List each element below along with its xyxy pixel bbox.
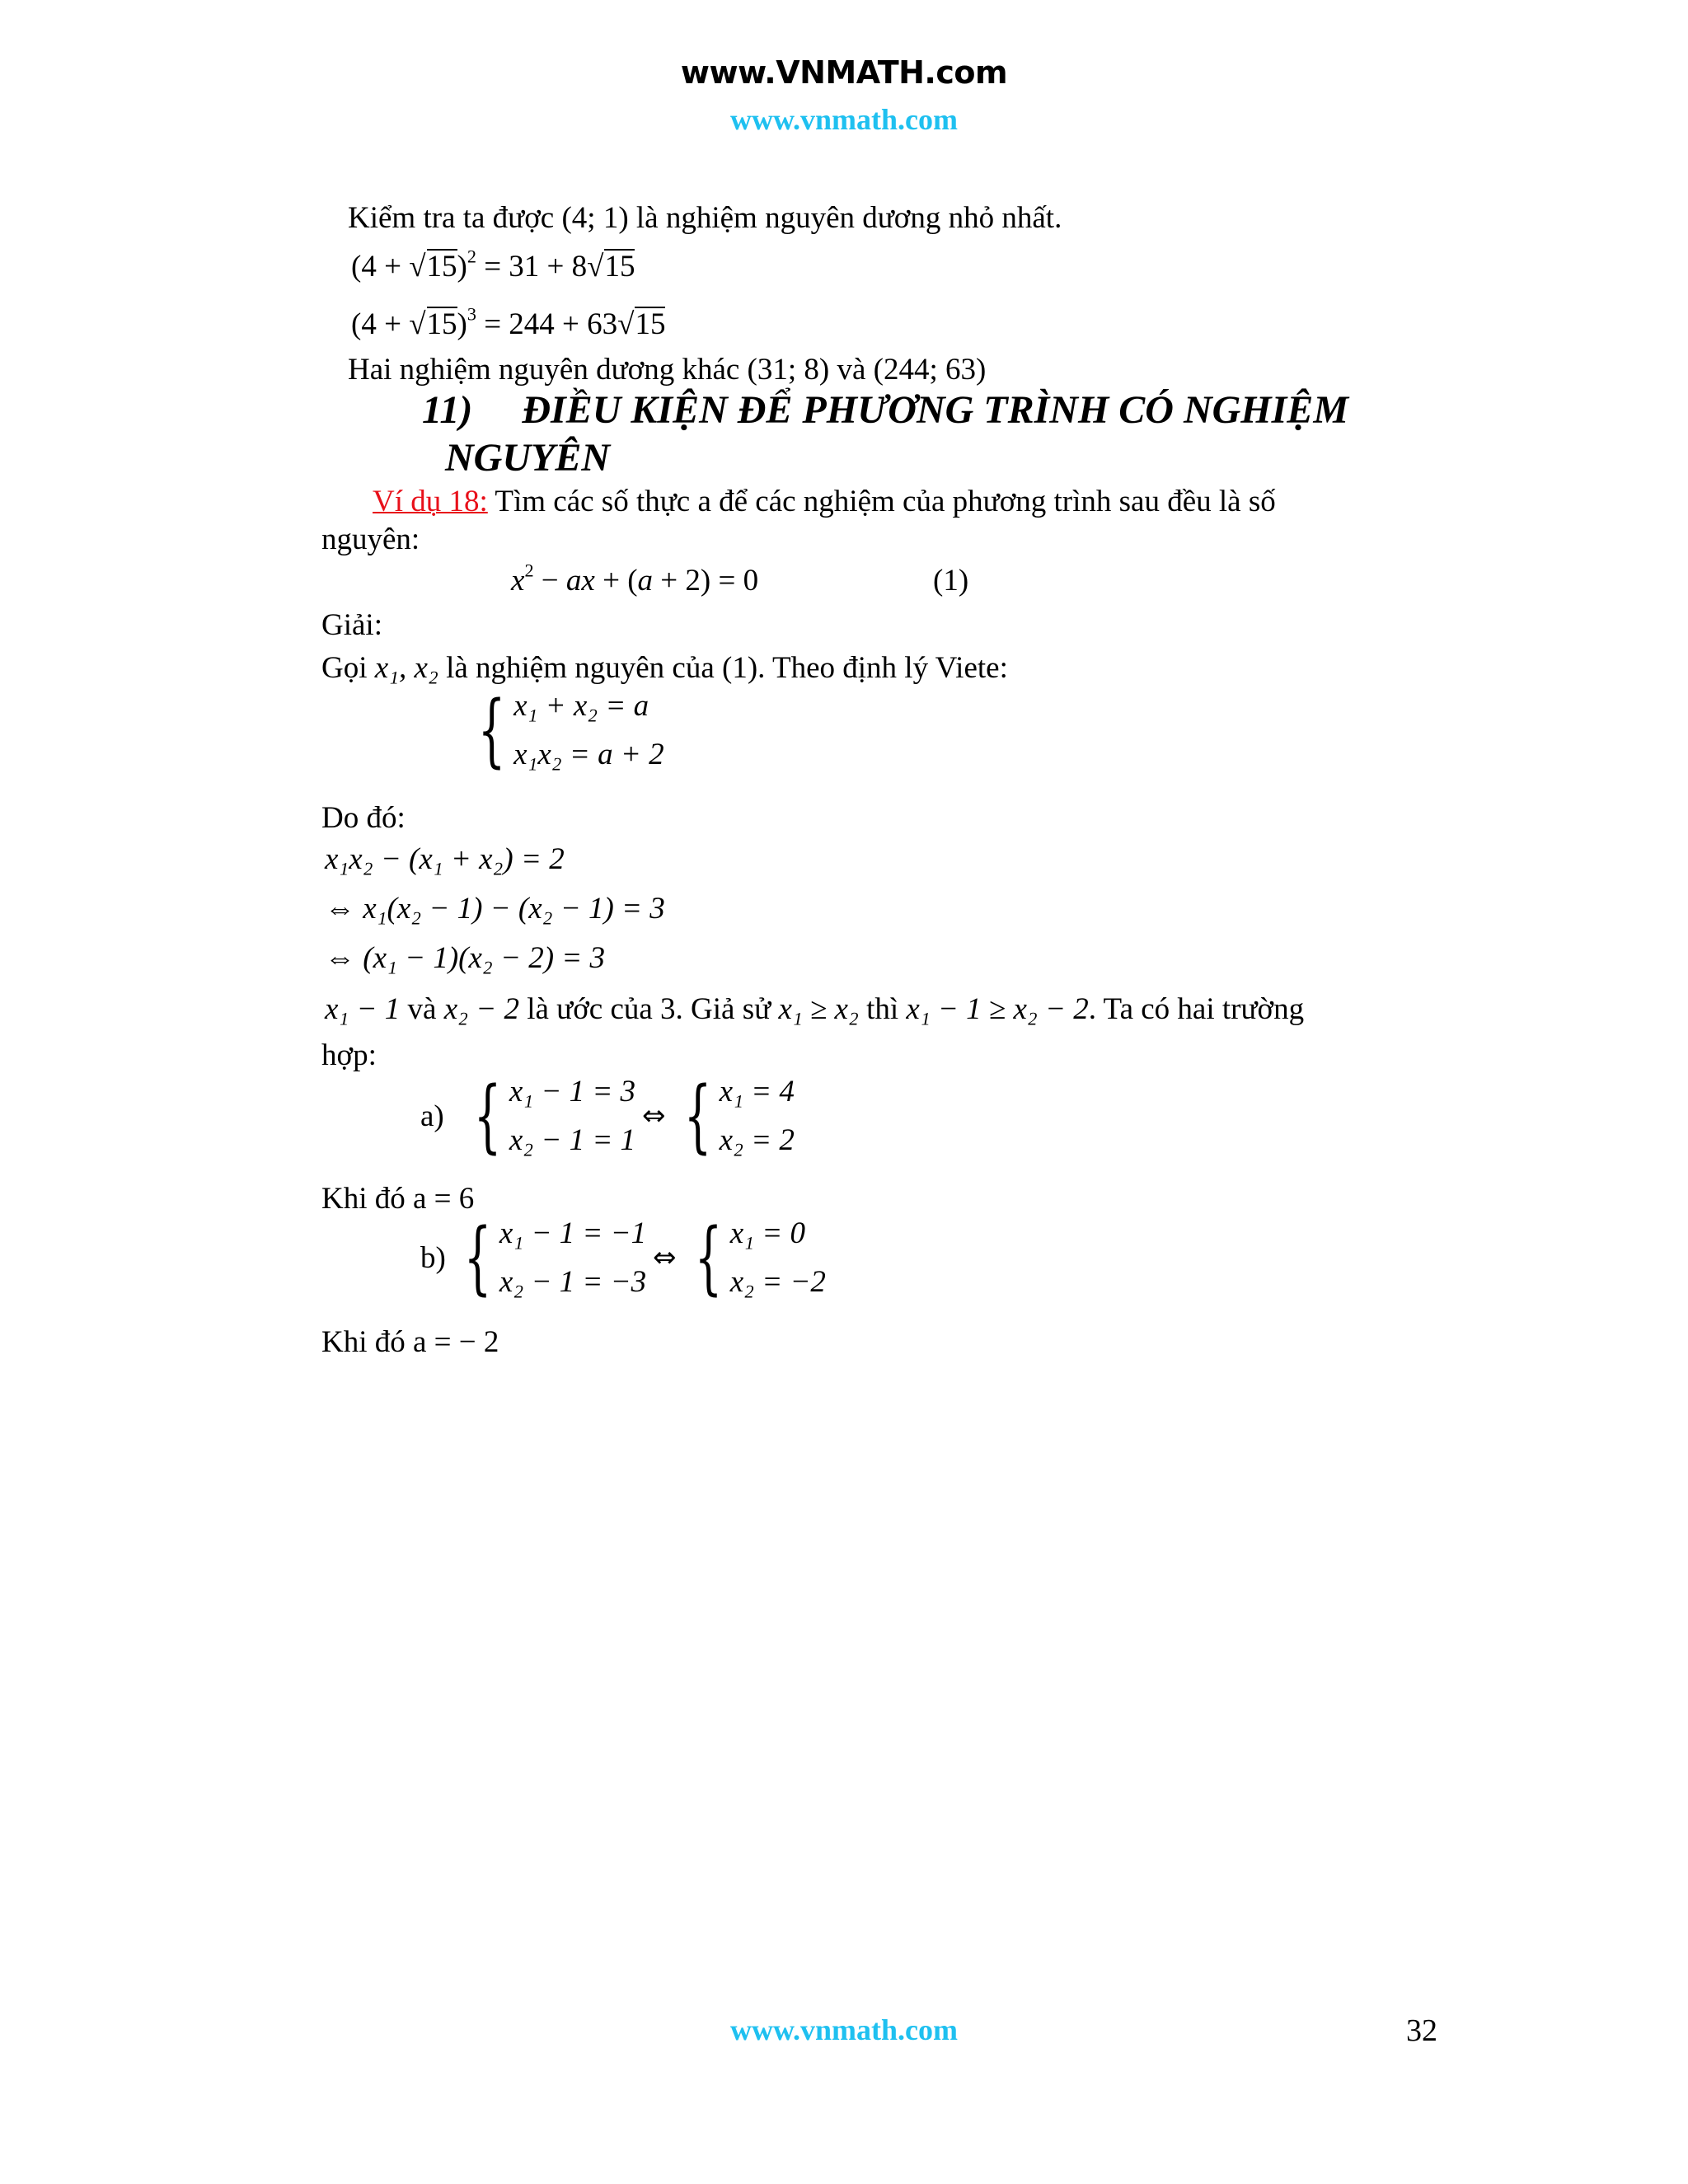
iff-icon: ⇔ <box>653 1241 677 1274</box>
derivation-text: ⇔ x₁(x₂ − 1) − (x₂ − 1) = 3 <box>325 892 665 926</box>
left-brace-icon: { <box>694 1212 722 1304</box>
viete-row1: x₁ + x₂ = a <box>513 689 649 723</box>
case-a-label: a) <box>420 1099 444 1133</box>
divisor-line-cont: hợp: <box>321 1038 377 1072</box>
example-statement <box>373 486 1276 517</box>
eq-cube-close: ) <box>457 307 467 341</box>
term-x2-minus-2: x₂ − 2 <box>443 992 519 1026</box>
derivation-line-3 <box>325 943 605 973</box>
case-a-result: Khi đó a = 6 <box>321 1182 475 1216</box>
eq-square-radicand: 15 <box>426 250 457 284</box>
eq-exponent: 2 <box>524 560 534 581</box>
example-label: Ví dụ 18: <box>373 485 488 518</box>
text-va: và <box>400 992 444 1026</box>
eq-cube-exponent: 3 <box>467 303 476 325</box>
derivation-text: ⇔ (x₁ − 1)(x₂ − 2) = 3 <box>325 941 606 975</box>
case-b-left-row1: x₁ − 1 = −1 <box>499 1216 647 1250</box>
other-solutions-line: Hai nghiệm nguyên dương khác (31; 8) và (244; 63) <box>348 353 987 387</box>
term-inequality: x₁ − 1 ≥ x₂ − 2 <box>906 992 1089 1026</box>
case-b-left-row2: x₂ − 1 = −3 <box>499 1265 647 1299</box>
left-brace-icon: { <box>683 1070 711 1162</box>
sqrt-icon: √ <box>409 250 426 284</box>
equation-number: (1) <box>933 564 969 598</box>
eq-a: a <box>637 564 654 598</box>
text-thi: thì <box>858 992 907 1026</box>
eq-plus: + ( <box>594 564 638 598</box>
eq-square-lhs: (4 + <box>351 250 410 284</box>
example-text-cont: nguyên: <box>321 523 420 556</box>
left-brace-icon: { <box>477 684 506 776</box>
sqrt-icon: √ <box>409 307 426 341</box>
eq-ax: ax <box>565 564 595 598</box>
eq-tail: + 2) = 0 <box>653 564 759 598</box>
case-a <box>420 1070 795 1162</box>
section-heading <box>422 388 1348 432</box>
equation-square <box>351 246 635 284</box>
eq-square-close: ) <box>457 250 467 284</box>
viete-intro <box>321 653 1008 683</box>
derivation-line-2 <box>325 893 665 924</box>
term-x1-ge-x2: x₁ ≥ x₂ <box>778 992 859 1026</box>
case-b <box>420 1212 826 1304</box>
footer-site-url: www.vnmath.com <box>730 2013 958 2046</box>
case-b-result: Khi đó a = − 2 <box>321 1325 499 1359</box>
solution-label: Giải: <box>321 608 382 642</box>
eq-cube-lhs: (4 + <box>351 307 410 341</box>
derivation-text: x₁x₂ − (x₁ + x₂) = 2 <box>325 842 565 876</box>
case-a-right-row1: x₁ = 4 <box>719 1075 795 1108</box>
case-a-left-row1: x₁ − 1 = 3 <box>509 1075 636 1108</box>
eq-cube-rhs: = 244 + 63 <box>476 307 618 341</box>
eq-cube-radicand: 15 <box>426 307 457 341</box>
equation-cube <box>351 303 666 341</box>
divisor-line <box>325 994 1304 1024</box>
eq-square-rhs-radicand: 15 <box>604 250 635 284</box>
goi-prefix: Gọi <box>321 651 375 685</box>
goi-suffix: là nghiệm nguyên của (1). Theo định lý Viete: <box>438 651 1008 685</box>
text-hai-truong: . Ta có hai trường <box>1088 992 1305 1026</box>
therefore-label: Do đó: <box>321 801 406 835</box>
section-title-line1: ĐIỀU KIỆN ĐỂ PHƯƠNG TRÌNH CÓ NGHIỆM <box>522 388 1348 432</box>
site-logo-text: www.VNMATH.com <box>680 54 1008 91</box>
viete-row2: x₁x₂ = a + 2 <box>513 738 664 771</box>
eq-x: x <box>511 564 525 598</box>
iff-icon: ⇔ <box>642 1099 666 1132</box>
header-site-url: www.vnmath.com <box>730 103 958 136</box>
case-a-right-row2: x₂ = 2 <box>719 1123 795 1157</box>
case-b-right-row1: x₁ = 0 <box>729 1216 805 1250</box>
case-b-label: b) <box>420 1240 446 1275</box>
section-number: 11) <box>422 388 473 432</box>
eq-square-rhs: = 31 + 8 <box>476 250 588 284</box>
section-title-line2: NGUYÊN <box>445 436 610 480</box>
left-brace-icon: { <box>473 1070 502 1162</box>
eq-square-exponent: 2 <box>467 246 476 267</box>
text-uoc: là ước của 3. Giả sử <box>518 992 779 1026</box>
sqrt-icon: √ <box>587 250 604 284</box>
sqrt-icon: √ <box>617 307 635 341</box>
viete-system <box>467 684 664 776</box>
page-number: 32 <box>1406 2013 1437 2048</box>
case-a-left-row2: x₂ − 1 = 1 <box>509 1123 636 1157</box>
derivation-line-1 <box>325 844 565 874</box>
check-line: Kiểm tra ta được (4; 1) là nghiệm nguyên dương nhỏ nhất. <box>348 201 1062 235</box>
left-brace-icon: { <box>463 1212 492 1304</box>
eq-cube-rhs-radicand: 15 <box>635 307 666 341</box>
term-x1-minus-1: x₁ − 1 <box>325 992 401 1026</box>
example-text: Tìm các số thực a để các nghiệm của phương trình sau đều là số <box>487 485 1276 518</box>
eq-minus: − <box>533 564 566 598</box>
case-b-right-row2: x₂ = −2 <box>729 1265 826 1299</box>
main-equation <box>511 560 759 598</box>
goi-vars: x₁, x₂ <box>374 651 438 685</box>
